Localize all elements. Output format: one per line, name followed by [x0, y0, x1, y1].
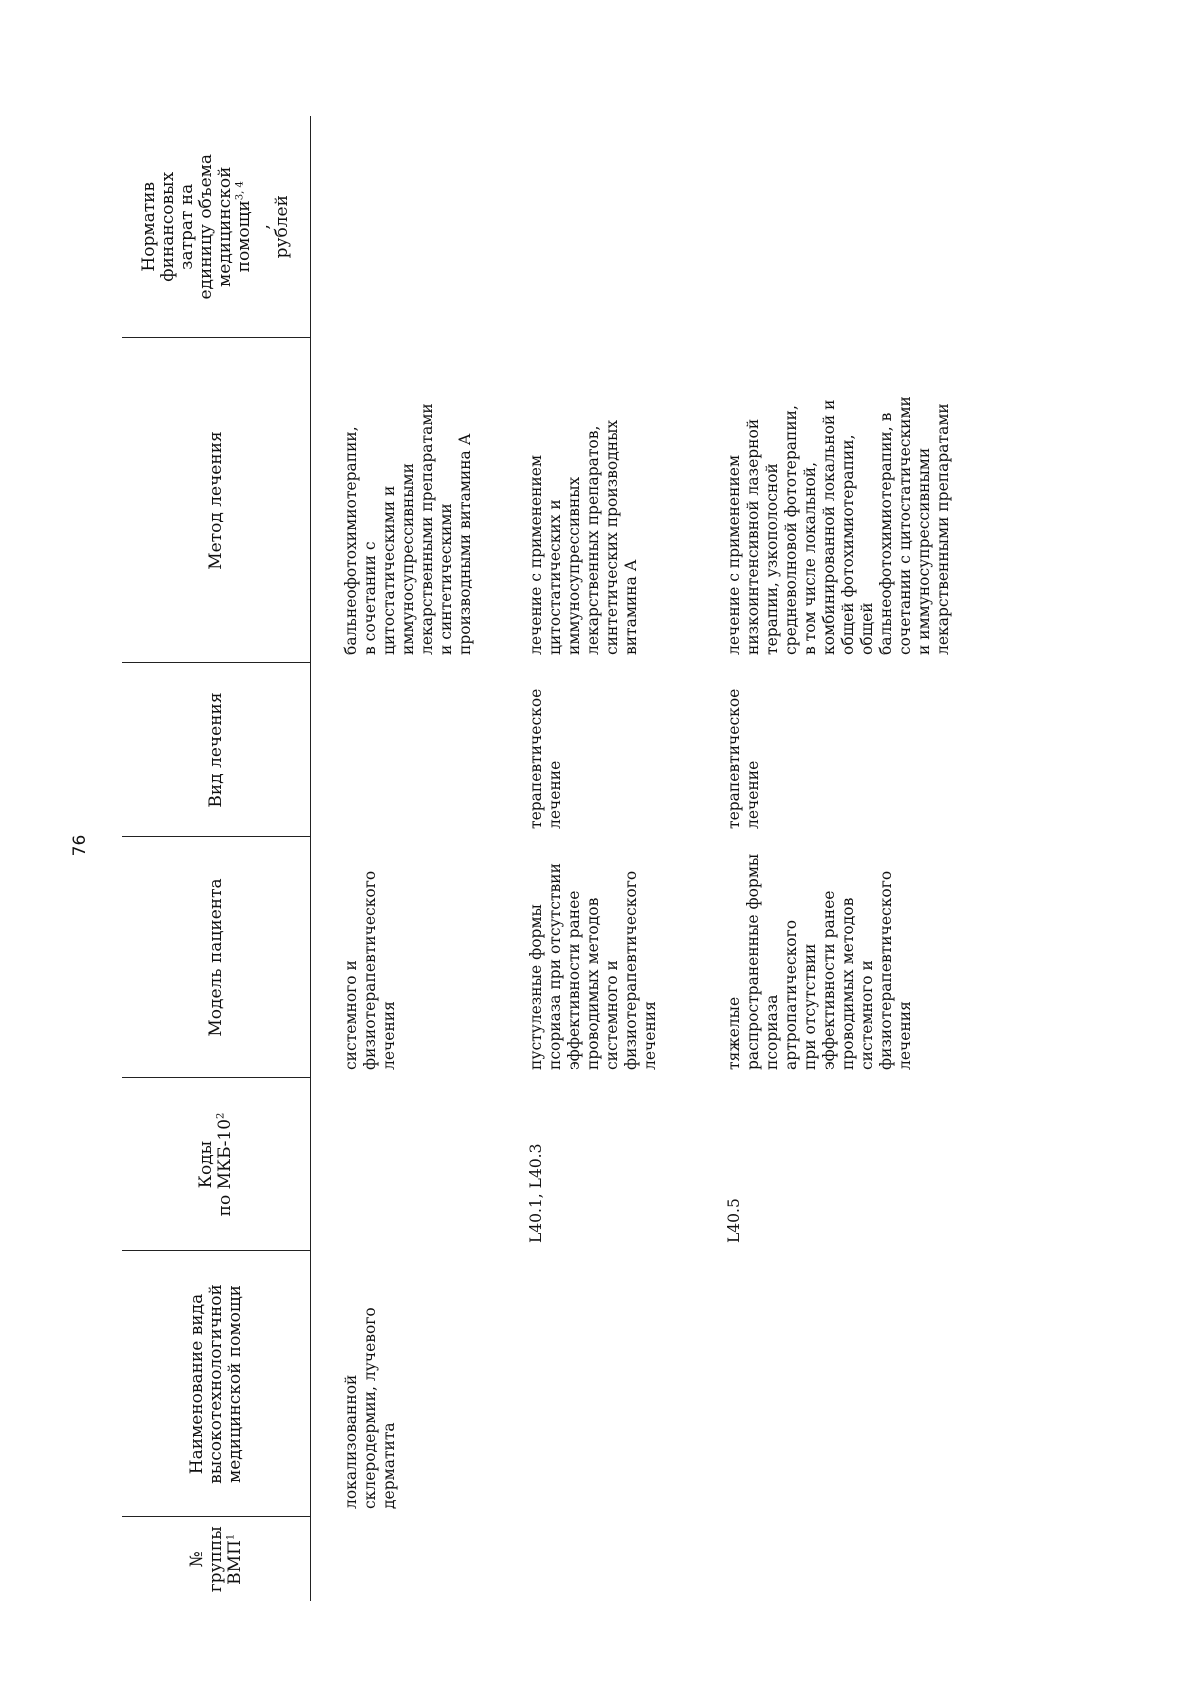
cell-line: лечение с применением	[527, 454, 545, 655]
header-line: Вид лечения	[205, 692, 226, 808]
header-line: медицинской помощи	[224, 1285, 245, 1483]
table-header	[122, 116, 311, 1601]
treatment-type-cell	[342, 663, 527, 837]
cell-line: физиотерапевтического	[877, 870, 895, 1070]
cell-line: и иммуносупрессивными	[915, 447, 933, 655]
header-line: финансовых	[158, 171, 178, 282]
footnote-ref: 1	[224, 1533, 236, 1541]
cost-cell	[527, 116, 725, 338]
header-line: ,	[253, 224, 273, 230]
header-row	[122, 116, 311, 1601]
cell-line: физиотерапевтического	[622, 870, 640, 1070]
header-treatment-method	[122, 338, 311, 663]
cell-line: псориаза	[763, 994, 781, 1070]
cell-line: терапии, узкополосной	[763, 463, 781, 655]
header-line: Коды	[196, 1140, 216, 1189]
table-row	[527, 116, 725, 1601]
cell-line: лекарственными препаратами	[934, 403, 952, 655]
cell-line: и синтетическими	[437, 503, 455, 655]
cell-line: иммуносупрессивными	[399, 463, 417, 655]
header-icd-codes	[122, 1078, 311, 1251]
cell-line: комбинированной локальной и	[820, 399, 838, 655]
cell-line: эффективности ранее	[565, 890, 583, 1070]
cell-line: L40.1, L40.3	[527, 1143, 545, 1243]
header-line: Наименование вида	[186, 1293, 207, 1475]
cell-line: физиотерапевтического	[361, 870, 379, 1070]
treatment-method-cell	[527, 338, 725, 663]
cell-line: в сочетании с	[361, 541, 379, 655]
cell-line: терапевтическое	[725, 688, 743, 829]
group-number-cell	[342, 1517, 527, 1601]
header-line: №	[186, 1551, 207, 1568]
header-treatment-type	[122, 663, 311, 837]
footnote-ref: 2	[215, 1112, 227, 1119]
cell-line: псориаза при отсутствии	[546, 863, 564, 1070]
treatment-method-cell	[342, 338, 527, 663]
header-line: рублей	[272, 195, 292, 259]
header-patient-model	[122, 837, 311, 1078]
cell-line: синтетических производных	[603, 419, 621, 655]
header-group-number	[122, 1517, 311, 1601]
care-name-cell	[527, 1251, 725, 1517]
cell-line: в том числе локальной,	[801, 461, 819, 655]
page-number: 76	[70, 834, 90, 857]
cell-line: лекарственными препаратами	[418, 403, 436, 655]
header-line: Метод лечения	[205, 431, 226, 570]
header-name-of-care	[122, 1251, 311, 1517]
cell-line: средневолновой фототерапии,	[782, 405, 800, 655]
cell-line: цитостатическими и	[380, 485, 398, 655]
header-line: медицинской	[215, 166, 235, 287]
group-number-cell	[527, 1517, 725, 1601]
header-line: ВМП$^1$	[224, 1533, 245, 1585]
patient-model-cell	[527, 837, 725, 1078]
cell-line: лечения	[380, 1001, 398, 1070]
header-line: по МКБ-$10^2$	[215, 1112, 235, 1217]
cell-line: цитостатических и	[546, 499, 564, 655]
cell-line: иммуносупрессивных	[565, 476, 583, 655]
treatment-type-cell	[527, 663, 725, 837]
patient-model-cell	[725, 837, 953, 1078]
cell-line: системного и	[603, 960, 621, 1070]
cell-line: низкоинтенсивной лазерной	[744, 418, 762, 655]
cell-line: дерматита	[380, 1422, 398, 1509]
header-line: Норматив	[139, 181, 159, 272]
table-body	[342, 116, 953, 1601]
cell-line: склеродермии, лучевого	[361, 1307, 379, 1509]
patient-model-cell	[342, 837, 527, 1078]
cell-line: сочетании с цитостатическими	[896, 396, 914, 655]
header-cost-standard	[122, 116, 311, 338]
cell-line: лечение с применением	[725, 454, 743, 655]
header-line: затрат на	[177, 183, 197, 270]
cell-line: локализованной	[342, 1374, 360, 1509]
header-line: помощи$^{3, 4}$	[234, 181, 254, 273]
cell-line: лечение	[546, 760, 564, 829]
cell-line: при отсутствии	[801, 943, 819, 1070]
header-line: группы	[205, 1526, 226, 1593]
icd-codes-cell	[527, 1078, 725, 1251]
cell-line: тяжелые	[725, 996, 743, 1070]
cell-line: лекарственных препаратов,	[584, 425, 602, 655]
cell-line: распространенные формы	[744, 853, 762, 1070]
treatment-method-cell	[725, 338, 953, 663]
icd-codes-cell	[342, 1078, 527, 1251]
cost-cell	[342, 116, 527, 338]
cell-line: лечения	[896, 1001, 914, 1070]
table-row	[725, 116, 953, 1601]
treatment-type-cell	[725, 663, 953, 837]
cell-line: проводимых методов	[584, 897, 602, 1070]
cell-line: L40.5	[725, 1198, 743, 1243]
header-line: единицу объема	[196, 153, 216, 300]
cell-line: проводимых методов	[839, 897, 857, 1070]
cell-line: эффективности ранее	[820, 890, 838, 1070]
cell-line: системного и	[858, 960, 876, 1070]
cell-line: витамина А	[622, 559, 640, 655]
cell-line: терапевтическое	[527, 688, 545, 829]
table-row	[342, 116, 527, 1601]
cell-line: лечения	[641, 1001, 659, 1070]
cell-line: лечение	[744, 760, 762, 829]
icd-codes-cell	[725, 1078, 953, 1251]
care-name-cell	[342, 1251, 527, 1517]
cost-cell	[725, 116, 953, 338]
cell-line: производными витамина А	[456, 433, 474, 655]
footnote-ref: 3, 4	[234, 181, 246, 201]
cell-line: пустулезные формы	[527, 904, 545, 1070]
cell-line: общей фотохимиотерапии,	[839, 434, 857, 655]
cell-line: бальнеофотохимиотерапии, в	[877, 412, 895, 655]
cell-line: артропатического	[782, 919, 800, 1070]
cell-line: бальнеофотохимиотерапии,	[342, 426, 360, 655]
header-line: высокотехнологичной	[205, 1284, 226, 1484]
care-name-cell	[725, 1251, 953, 1517]
header-line: Модель пациента	[205, 878, 226, 1037]
cell-line: общей	[858, 602, 876, 655]
cell-line: системного и	[342, 960, 360, 1070]
group-number-cell	[725, 1517, 953, 1601]
